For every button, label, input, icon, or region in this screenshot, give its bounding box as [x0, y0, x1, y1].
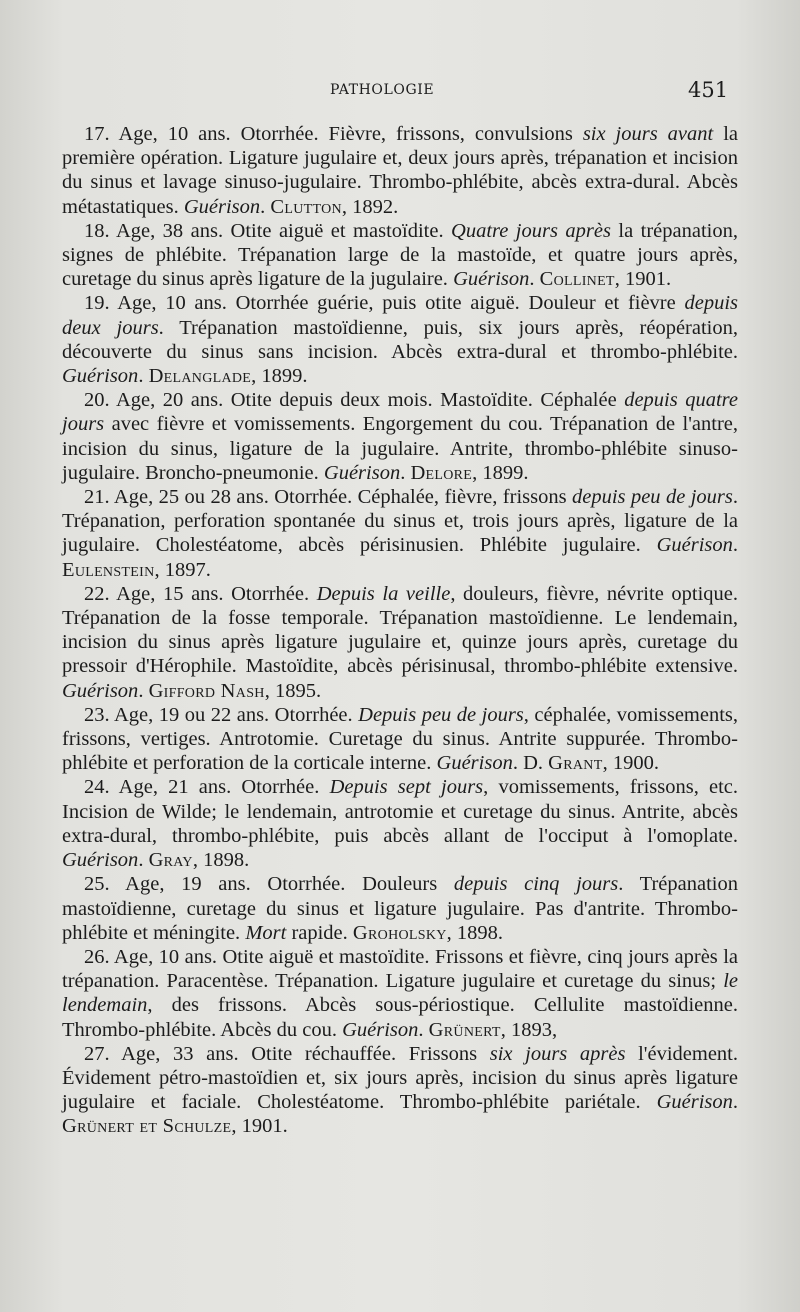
case-italic: depuis quatre jours	[62, 389, 738, 436]
case-author: Grünert et Schulze	[62, 1115, 232, 1138]
case-year: , 1898.	[446, 921, 504, 944]
case-italic: six jours avant	[582, 123, 714, 145]
case-outcome: Guérison	[183, 195, 261, 218]
case-outcome: Guérison	[453, 268, 530, 291]
case-text: 26. Age, 10 ans. Otite aiguë et mastoïdite. Frissons et fièvre, cinq jours après la trépanation. Paracentèse. Trépanation. Ligature jugulaire et curetage du sinus;	[62, 945, 738, 993]
case-text: 24. Age, 21 ans. Otorrhée.	[84, 776, 330, 799]
case-author: Delore	[410, 461, 473, 484]
running-title: PATHOLOGIE	[330, 82, 435, 98]
case-text: . Trépanation mastoïdienne, puis, six jours après, réopération, découverte du sinus sans incision. Abcès extra-dural et thrombo-phlébite.	[62, 316, 738, 363]
case-outcome: Guérison	[436, 752, 513, 775]
case-entry-24	[62, 775, 738, 872]
case-year: , 1892.	[341, 195, 399, 218]
case-author: Collinet	[539, 268, 615, 291]
case-author: Eulenstein	[62, 558, 155, 581]
case-year: , 1897.	[154, 558, 211, 581]
case-author: Gray	[148, 849, 193, 872]
page-header	[0, 80, 800, 104]
case-author: Clutton	[270, 195, 342, 218]
case-year: , 1900.	[602, 752, 659, 775]
page-number: 451	[688, 78, 729, 102]
case-italic: depuis peu de jours	[572, 486, 733, 509]
case-outcome: Mort	[245, 921, 287, 944]
case-text: rapide.	[286, 921, 353, 944]
case-year: , 1899.	[472, 461, 529, 484]
case-text: 27. Age, 33 ans. Otite réchauffée. Frissons	[84, 1042, 490, 1065]
case-entry-25	[62, 872, 738, 945]
case-author: Gifford Nash	[148, 679, 265, 702]
case-text: . Trépanation mastoïdienne, curetage du sinus et ligature jugulaire. Pas d'antrite. Thrombo-phlébite et méningite.	[62, 873, 738, 944]
case-text: .	[529, 268, 540, 291]
case-year: , 1898.	[192, 849, 250, 872]
case-outcome: Guérison	[342, 1018, 419, 1041]
case-outcome: Guérison	[323, 461, 401, 484]
case-author: Grünert	[428, 1018, 501, 1041]
case-entry-20	[62, 388, 738, 485]
case-author: Groholsky	[352, 921, 447, 944]
case-italic: depuis cinq jours	[453, 873, 619, 896]
case-text: , vomissements, frissons, etc. Incision de Wilde; le lendemain, antrotomie et curetage du sinus. Antrite, abcès extra-dural, thrombo-phlébite, puis abcès allant de l'occiput à l'omoplate.	[62, 776, 739, 847]
case-outcome: Guérison	[62, 679, 139, 702]
case-entry-22	[62, 582, 738, 703]
case-year: , 1893,	[500, 1018, 558, 1041]
case-text: , céphalée, vomissements, frissons, vertiges. Antrotomie. Curetage du sinus. Antrite suppurée. Thrombo-phlébite et perforation de la corticale interne.	[62, 703, 739, 775]
case-italic: Depuis sept jours	[329, 776, 484, 799]
case-author: Grant	[548, 752, 603, 775]
case-text: .	[138, 679, 149, 702]
case-text: 19. Age, 10 ans. Otorrhée guérie, puis otite aiguë. Douleur et fièvre	[84, 292, 685, 315]
case-text: .	[138, 849, 149, 872]
case-outcome: Guérison	[656, 1091, 733, 1114]
case-text: avec fièvre et vomissements. Engorgement du cou. Trépanation de l'antre, incision du sinus, ligature de la jugulaire. Antrite, thrombo-phlébite sinuso-jugulaire. Broncho-pneumonie.	[62, 413, 738, 484]
case-outcome: Guérison	[62, 849, 139, 872]
case-text: 21. Age, 25 ou 28 ans. Otorrhée. Céphalée, fièvre, frissons	[84, 486, 572, 509]
case-text: 17. Age, 10 ans. Otorrhée. Fièvre, frissons, convulsions	[84, 123, 583, 145]
case-entry-26	[62, 945, 738, 1042]
case-text: 20. Age, 20 ans. Otite depuis deux mois. Mastoïdite. Céphalée	[84, 389, 625, 412]
case-outcome: Guérison	[62, 365, 139, 388]
case-text: .	[260, 195, 271, 218]
case-text: .	[138, 365, 149, 388]
case-text: . D.	[512, 752, 549, 775]
case-entry-21	[62, 485, 738, 582]
case-italic: six jours après	[489, 1042, 626, 1065]
case-year: , 1901.	[614, 268, 672, 291]
case-entry-18	[62, 219, 738, 292]
case-text: 18. Age, 38 ans. Otite aiguë et mastoïdite.	[84, 219, 452, 242]
case-italic: Depuis la veille	[316, 582, 451, 605]
case-text: 22. Age, 15 ans. Otorrhée.	[84, 582, 317, 605]
case-text: la trépanation, signes de phlébite. Trépanation large de la mastoïde, et quatre jours après, curetage du sinus après ligature de la jugulaire.	[62, 219, 738, 291]
case-entry-19	[62, 291, 738, 388]
case-year: , 1895.	[264, 679, 322, 702]
case-text: 23. Age, 19 ou 22 ans. Otorrhée.	[84, 703, 359, 726]
page-body	[62, 122, 738, 1139]
case-text: la première opération. Ligature jugulaire et, deux jours après, trépanation et incision du sinus et lavage sinuso-jugulaire. Thrombo-phlébite, abcès extra-dural. Abcès métastatiques.	[62, 123, 738, 218]
case-text: l'évidement. Évidement pétro-mastoïdien et, six jours après, incision du sinus après ligature jugulaire et faciale. Cholestéatome. Thrombo-phlébite pariétale.	[62, 1042, 738, 1114]
case-entry-23	[62, 703, 738, 776]
case-text: 25. Age, 19 ans. Otorrhée. Douleurs	[84, 873, 454, 896]
case-entry-27	[62, 1042, 738, 1139]
case-text: , douleurs, fièvre, névrite optique. Trépanation de la fosse temporale. Trépanation mastoïdienne. Le lendemain, incision du sinus après ligature jugulaire et, quinze jours après, curetage du pressoir d'Hérophile. Mastoïdite, abcès périsinusal, thrombo-phlébite extensive.	[62, 582, 739, 678]
case-italic: Quatre jours après	[451, 219, 611, 242]
case-entry-17	[62, 122, 738, 219]
case-author: Delanglade	[148, 365, 252, 388]
case-text: .	[732, 1091, 738, 1114]
case-year: , 1899.	[251, 365, 308, 388]
case-outcome: Guérison	[656, 534, 733, 557]
case-italic: le lendemain	[62, 970, 738, 1017]
case-year: , 1901.	[231, 1115, 288, 1138]
case-text: . Trépanation, perforation spontanée du sinus et, trois jours après, ligature de la jugulaire. Cholestéatome, abcès périsinusien. Phlébite jugulaire.	[62, 486, 739, 557]
case-text: .	[732, 534, 738, 557]
case-text: .	[400, 461, 411, 484]
case-text: , des frissons. Abcès sous-périostique. Cellulite mastoïdienne. Thrombo-phlébite. Abcès du cou.	[62, 994, 738, 1041]
case-italic: depuis deux jours	[62, 292, 738, 339]
case-text: .	[418, 1018, 429, 1041]
case-italic: Depuis peu de jours	[358, 703, 524, 726]
